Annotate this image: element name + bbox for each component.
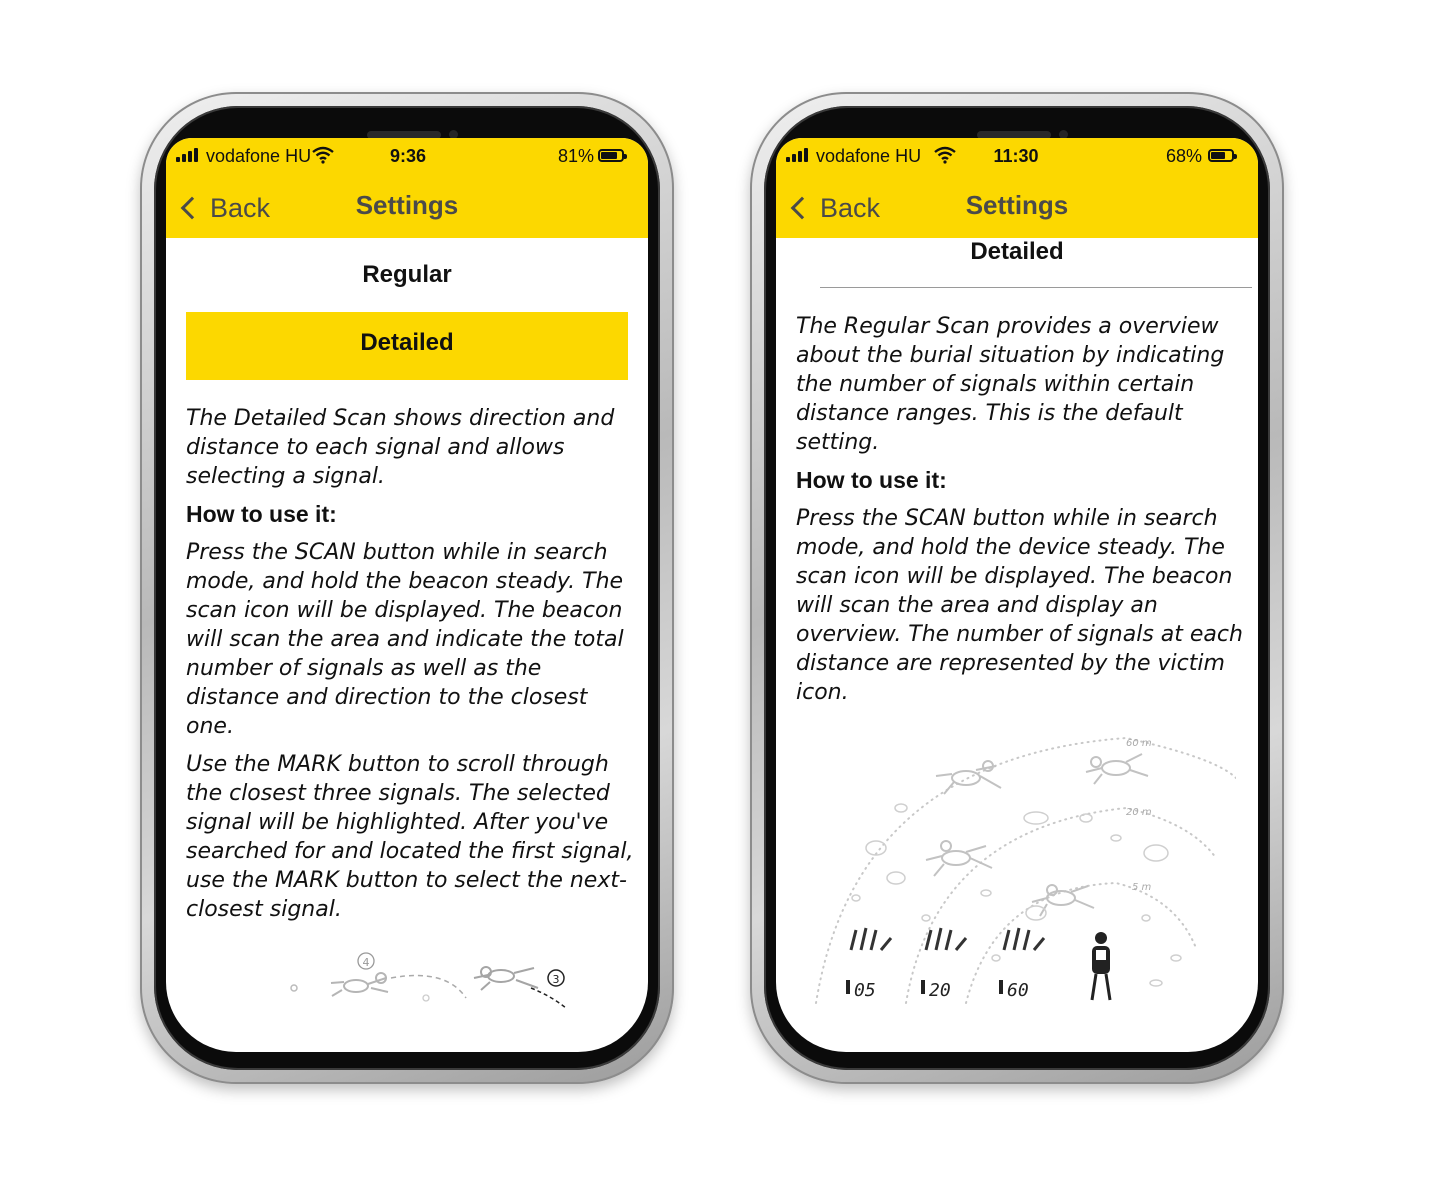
divider <box>820 287 1252 288</box>
victim-icon <box>926 841 992 876</box>
victim-icon <box>474 967 538 990</box>
signal-icon <box>176 148 204 162</box>
range-label-5: 5 m <box>1132 882 1152 893</box>
readout-value-2: 20 <box>929 980 951 1001</box>
intro-text: The Detailed Scan shows direction and distance to each signal and allows selecting a signal. <box>186 406 615 489</box>
battery-percent: 81% <box>558 146 595 166</box>
phone-bezel <box>154 106 660 1070</box>
signal-icon <box>786 148 814 162</box>
battery-fill <box>1211 152 1225 159</box>
carrier-name: vodafone HU <box>816 146 922 166</box>
left-phone-frame <box>140 92 674 1084</box>
page-title: Settings <box>965 190 1069 220</box>
option-regular-label: Regular <box>362 261 452 288</box>
description <box>796 312 1246 716</box>
readout-2 <box>921 928 966 1001</box>
status-bar <box>776 138 1258 176</box>
victim-icon <box>1086 754 1148 784</box>
description <box>186 404 636 933</box>
wifi-icon <box>312 146 334 164</box>
option-detailed-label: Detailed <box>970 238 1064 265</box>
how-to-heading: How to use it: <box>796 467 947 493</box>
readout-value-1: 05 <box>854 980 876 1001</box>
searcher-icon <box>1092 932 1110 1000</box>
option-detailed[interactable] <box>796 238 1238 278</box>
wifi-icon <box>934 146 956 164</box>
option-regular[interactable] <box>186 246 628 304</box>
page-title: Settings <box>355 190 459 220</box>
instructions-paragraph-1: Press the SCAN button while in search mode, and hold the device steady. The scan icon will be displayed. The beacon will scan the area and display an overview. The number of signals at each distance are represented by the victim icon. <box>796 506 1243 705</box>
back-label: Back <box>820 192 881 223</box>
battery-icon <box>598 149 624 162</box>
right-screen <box>776 138 1258 1052</box>
intro-text: The Regular Scan provides a overview about the burial situation by indicating the number of signals within certain distance ranges. This is the default setting. <box>796 314 1225 455</box>
instructions-paragraph-2: Use the MARK button to scroll through the closest three signals. The selected signal will be highlighted. After you've searched for and located the first signal, use the MARK button to select the next-closest signal. <box>186 752 634 922</box>
instructions-paragraph-1: Press the SCAN button while in search mode, and hold the beacon steady. The scan icon will be displayed. The beacon will scan the area and indicate the total number of signals as well as the distance and direction to the closest one. <box>186 540 624 739</box>
range-illustration <box>796 718 1236 1008</box>
status-time: 9:36 <box>389 146 427 166</box>
marker-3-label: 3 <box>552 973 560 986</box>
range-label-20: 20 m <box>1126 807 1152 818</box>
left-screen <box>166 138 648 1052</box>
scan-illustration <box>276 948 596 1008</box>
right-phone-frame <box>750 92 1284 1084</box>
how-to-heading: How to use it: <box>186 501 337 527</box>
back-label: Back <box>210 192 271 223</box>
carrier-name: vodafone HU <box>206 146 312 166</box>
battery-icon <box>1208 149 1234 162</box>
victim-icon <box>1032 885 1094 916</box>
option-detailed-label: Detailed <box>360 329 454 356</box>
range-label-60: 60 m <box>1126 738 1152 749</box>
nav-bar <box>776 176 1258 238</box>
readout-3 <box>999 928 1044 1001</box>
readout-1 <box>846 928 891 1001</box>
marker-4-label: 4 <box>362 956 370 969</box>
battery-percent: 68% <box>1166 146 1203 166</box>
victim-icon <box>331 973 388 996</box>
status-time: 11:30 <box>993 146 1039 166</box>
phone-bezel <box>764 106 1270 1070</box>
battery-fill <box>601 152 617 159</box>
option-detailed[interactable] <box>186 312 628 380</box>
nav-bar <box>166 176 648 238</box>
status-bar <box>166 138 648 176</box>
readout-value-3: 60 <box>1007 980 1029 1001</box>
